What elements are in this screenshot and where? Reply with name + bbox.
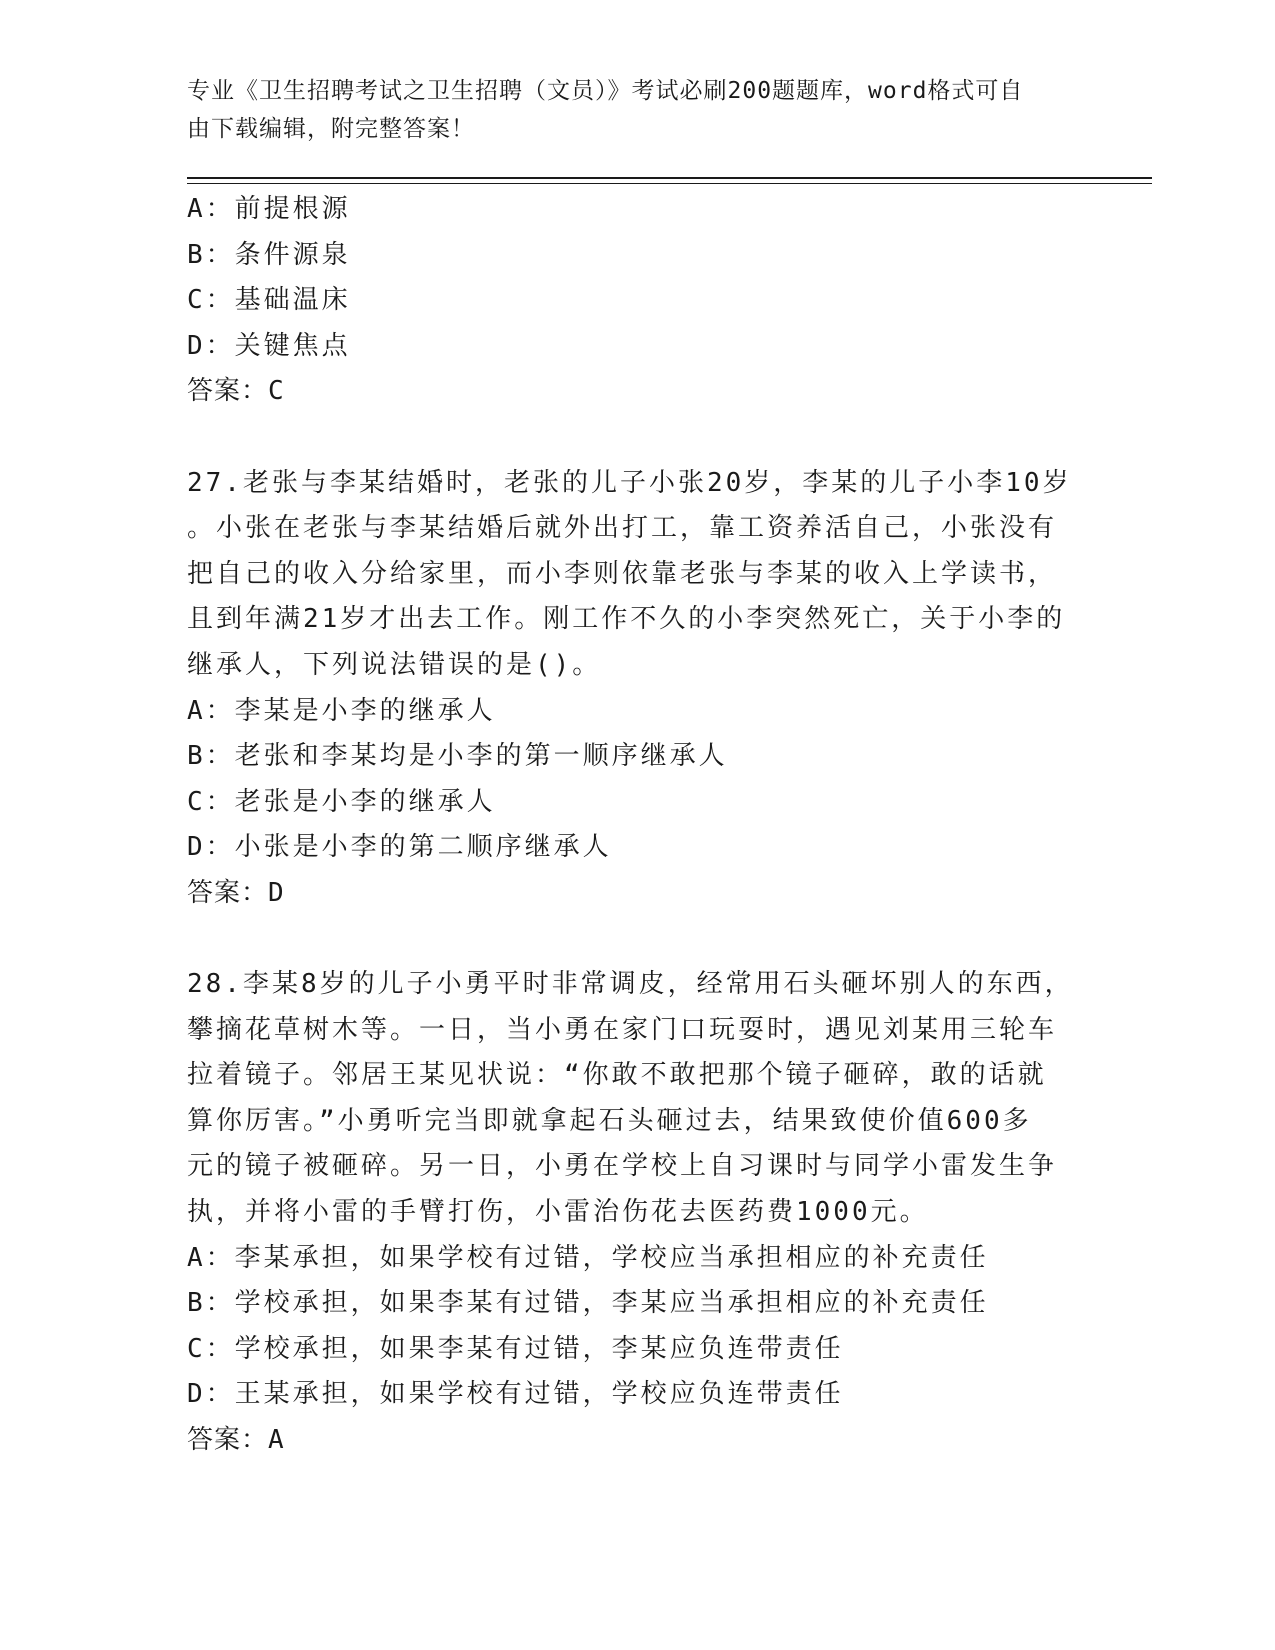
question-stem-line: 执，并将小雷的手臂打伤，小雷治伤花去医药费1000元。	[187, 1197, 929, 1228]
header-title-line-1: 专业《卫生招聘考试之卫生招聘（文员）》考试必刷200题题库，word格式可自	[187, 78, 1024, 104]
question-28	[187, 962, 1087, 1464]
question-stem-line: 。小张在老张与李某结婚后就外出打工，靠工资养活自己，小张没有	[187, 513, 1058, 544]
option-a: A：李某承担，如果学校有过错，学校应当承担相应的补充责任	[187, 1242, 989, 1273]
option-a: A：李某是小李的继承人	[187, 695, 496, 726]
document-header	[187, 72, 1067, 148]
answer-line	[187, 369, 1087, 415]
question-stem-line: 把自己的收入分给家里，而小李则依靠老张与李某的收入上学读书，	[187, 558, 1058, 589]
answer-label: 答案：	[187, 877, 269, 908]
question-27	[187, 461, 1087, 917]
answer-value: A	[268, 1425, 285, 1456]
option-c: C：基础温床	[187, 285, 351, 316]
document-body	[187, 187, 1087, 1464]
question-26	[187, 187, 1087, 415]
answer-value: D	[268, 877, 285, 908]
option-b: B：老张和李某均是小李的第一顺序继承人	[187, 741, 728, 772]
option-d: D：关键焦点	[187, 330, 351, 361]
question-stem-line: 且到年满21岁才出去工作。刚工作不久的小李突然死亡，关于小李的	[187, 604, 1066, 635]
answer-line	[187, 871, 1087, 917]
header-title-line-2: 由下载编辑，附完整答案！	[187, 116, 475, 142]
answer-label: 答案：	[187, 1425, 269, 1456]
option-c: C：学校承担，如果李某有过错，李某应负连带责任	[187, 1333, 844, 1364]
option-b: B：条件源泉	[187, 239, 351, 270]
answer-line	[187, 1418, 1087, 1464]
option-c: C：老张是小李的继承人	[187, 786, 496, 817]
spacer	[187, 917, 1087, 963]
option-d: D：小张是小李的第二顺序继承人	[187, 832, 612, 863]
option-b: B：学校承担，如果李某有过错，李某应当承担相应的补充责任	[187, 1288, 989, 1319]
question-stem-line: 27.老张与李某结婚时，老张的儿子小张20岁，李某的儿子小李10岁	[187, 467, 1072, 498]
option-d: D：王某承担，如果学校有过错，学校应负连带责任	[187, 1379, 844, 1410]
question-stem-line: 28.李某8岁的儿子小勇平时非常调皮，经常用石头砸坏别人的东西，	[187, 969, 1074, 1000]
option-a: A：前提根源	[187, 194, 351, 224]
header-rule-thick	[187, 177, 1152, 179]
answer-label: 答案：	[187, 376, 269, 407]
question-stem-line: 继承人，下列说法错误的是()。	[187, 649, 602, 680]
answer-value: C	[268, 376, 285, 407]
question-stem-line: 拉着镜子。邻居王某见状说：“你敢不敢把那个镜子砸碎，敢的话就	[187, 1060, 1047, 1091]
question-stem-line: 算你厉害。”小勇听完当即就拿起石头砸过去，结果致使价值600多	[187, 1105, 1032, 1136]
question-stem-line: 元的镜子被砸碎。另一日，小勇在学校上自习课时与同学小雷发生争	[187, 1151, 1058, 1182]
spacer	[187, 415, 1087, 461]
question-stem-line: 攀摘花草树木等。一日，当小勇在家门口玩耍时，遇见刘某用三轮车	[187, 1014, 1058, 1045]
header-rule-thin	[187, 183, 1152, 184]
